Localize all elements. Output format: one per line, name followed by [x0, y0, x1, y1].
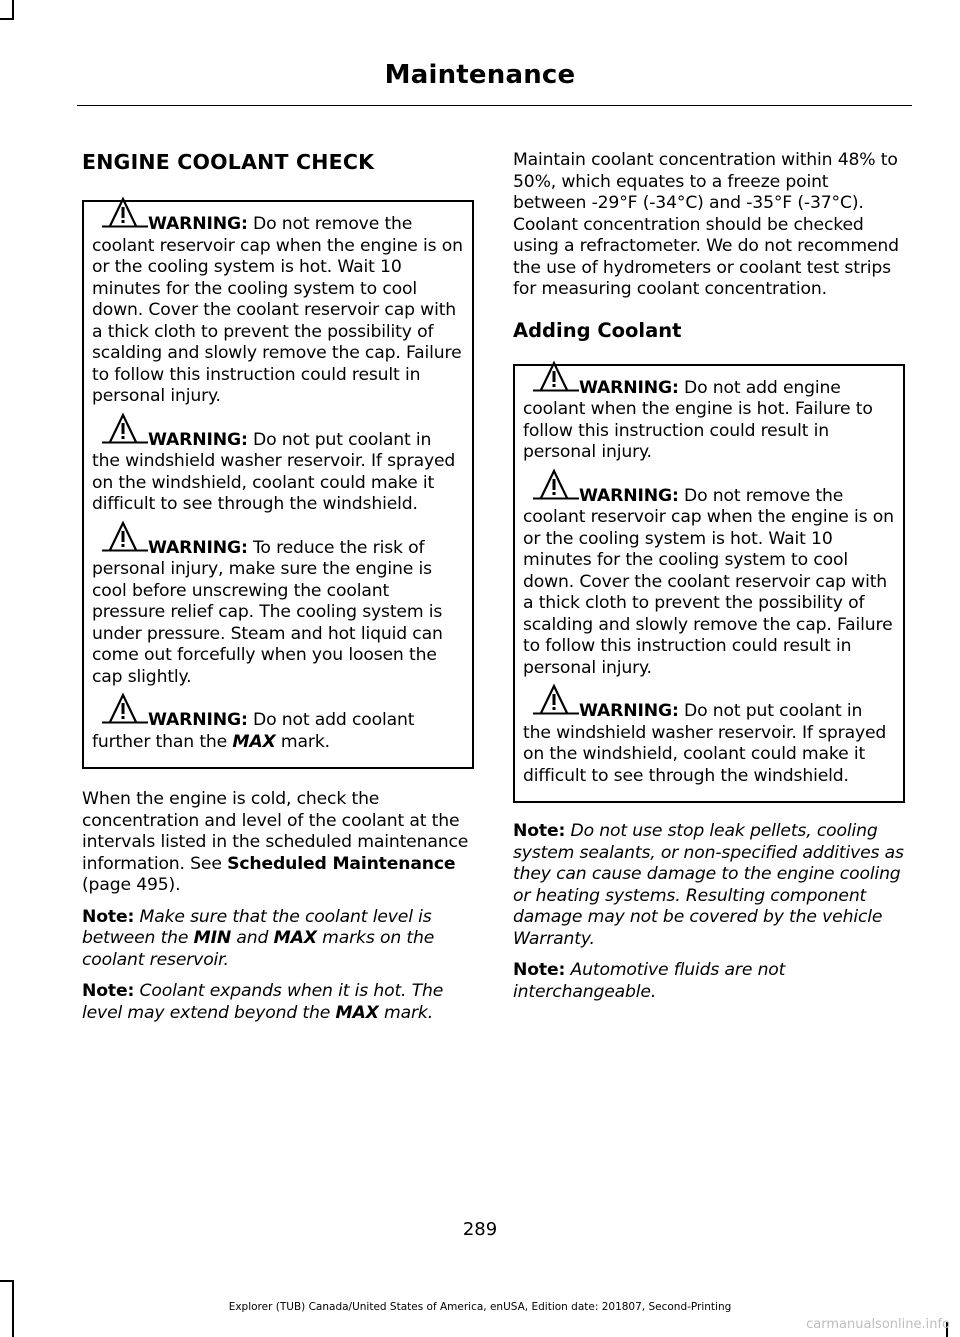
page-section-title: Maintenance [384, 60, 576, 90]
note [82, 907, 474, 972]
warning-text: mark. [275, 731, 330, 752]
warning-label: WARNING: [579, 485, 679, 506]
note-text: Automotive fluids are not interchangeable. [513, 960, 786, 1002]
left-column [82, 150, 474, 1024]
max-mark-text: MAX [273, 928, 317, 948]
cross-reference-link[interactable]: Scheduled Maintenance [227, 853, 456, 874]
crop-mark [12, 0, 14, 20]
body-paragraph [82, 789, 474, 897]
warning-triangle-icon [98, 196, 148, 228]
note [513, 960, 905, 1003]
warning-triangle-icon [98, 412, 148, 444]
warning-box [513, 364, 905, 804]
note [82, 981, 474, 1024]
note-text: Coolant expands when it is hot. The level may extend beyond the [82, 981, 444, 1023]
note-label: Note: [513, 960, 566, 980]
warning-item [92, 710, 464, 753]
warning-triangle-icon [529, 360, 579, 392]
warning-item [92, 214, 464, 408]
warning-label: WARNING: [579, 377, 679, 398]
warning-triangle-icon [529, 683, 579, 715]
section-heading: ENGINE COOLANT CHECK [82, 150, 375, 174]
crop-mark [0, 1280, 14, 1282]
note-text: marks on the coolant reservoir. [82, 928, 435, 970]
right-column [513, 150, 905, 1003]
note-text: Do not use stop leak pellets, cooling system sealants, or non-specified additives as they can cause damage to the engine cooling or heating systems. Resulting component damage may not be covered by the vehicle Warranty. [513, 821, 904, 949]
warning-item [523, 378, 895, 464]
note-label: Note: [82, 906, 135, 927]
warning-label: WARNING: [148, 214, 248, 234]
warning-text: Do not remove the coolant reservoir cap when the engine is on or the cooling system is hot. Wait 10 minutes for the cooling system to cool down. Cover the coolant reservoir cap with a thick cloth to prevent the possibility of scalding and slowly remove the cap. Failure to follow this instruction could result in personal injury. [523, 485, 894, 678]
warning-triangle-icon [98, 520, 148, 552]
warning-label: WARNING: [148, 537, 248, 558]
warning-text: Do not add coolant further than the [92, 710, 415, 752]
warning-label: WARNING: [148, 710, 248, 730]
note-text: mark. [378, 1002, 434, 1023]
note-text: Make sure that the coolant level is between the [82, 906, 432, 948]
crop-mark [0, 18, 14, 20]
header-divider [77, 105, 912, 106]
footer-edition-info: Explorer (TUB) Canada/United States of America, enUSA, Edition date: 201807, Second-Printing [228, 1301, 732, 1313]
warning-box [82, 200, 474, 769]
warning-triangle-icon [98, 692, 148, 724]
warning-label: WARNING: [148, 429, 248, 450]
page-number: 289 [462, 1219, 498, 1240]
note-label: Note: [82, 981, 135, 1001]
warning-text: Do not put coolant in the windshield washer reservoir. If sprayed on the windshield, coolant could make it difficult to see through the windshield. [92, 429, 456, 514]
body-paragraph: Maintain coolant concentration within 48% to 50%, which equates to a freeze point between -29°F (-34°C) and -35°F (-37°C). Coolant concentration should be checked using a refractometer. We do not recommend the use of hydrometers or coolant test strips for measuring coolant concentration. [513, 150, 899, 299]
warning-text: To reduce the risk of personal injury, make sure the engine is cool before unscrewing the coolant pressure relief cap. The cooling system is under pressure. Steam and hot liquid can come out forcefully when you loosen the cap slightly. [92, 537, 443, 687]
warning-label: WARNING: [579, 701, 679, 721]
page-reference: (page 495). [82, 875, 181, 895]
note [513, 821, 905, 950]
warning-item [92, 538, 464, 689]
warning-text: Do not remove the coolant reservoir cap when the engine is on or the cooling system is hot. Wait 10 minutes for the cooling system to cool down. Cover the coolant reservoir cap with a thick cloth to prevent the possibility of scalding and slowly remove the cap. Failure to follow this instruction could result in personal injury. [92, 214, 463, 406]
max-mark-text: MAX [335, 1002, 379, 1023]
warning-item [523, 701, 895, 787]
warning-item [92, 430, 464, 516]
warning-triangle-icon [529, 468, 579, 500]
note-label: Note: [513, 821, 566, 841]
warning-text: Do not add engine coolant when the engine is hot. Failure to follow this instruction could result in personal injury. [523, 377, 873, 462]
paragraph-text: When the engine is cold, check the concentration and level of the coolant at the intervals listed in the scheduled maintenance information. See [82, 789, 469, 874]
max-mark-text: MAX [232, 731, 276, 752]
watermark: carmanualsonline.info [806, 1317, 950, 1332]
warning-item [523, 486, 895, 680]
min-mark-text: MIN [193, 928, 232, 948]
warning-text: Do not put coolant in the windshield washer reservoir. If sprayed on the windshield, coolant could make it difficult to see through the windshield. [523, 701, 887, 786]
sub-heading: Adding Coolant [513, 318, 682, 342]
note-text: and [231, 928, 274, 948]
